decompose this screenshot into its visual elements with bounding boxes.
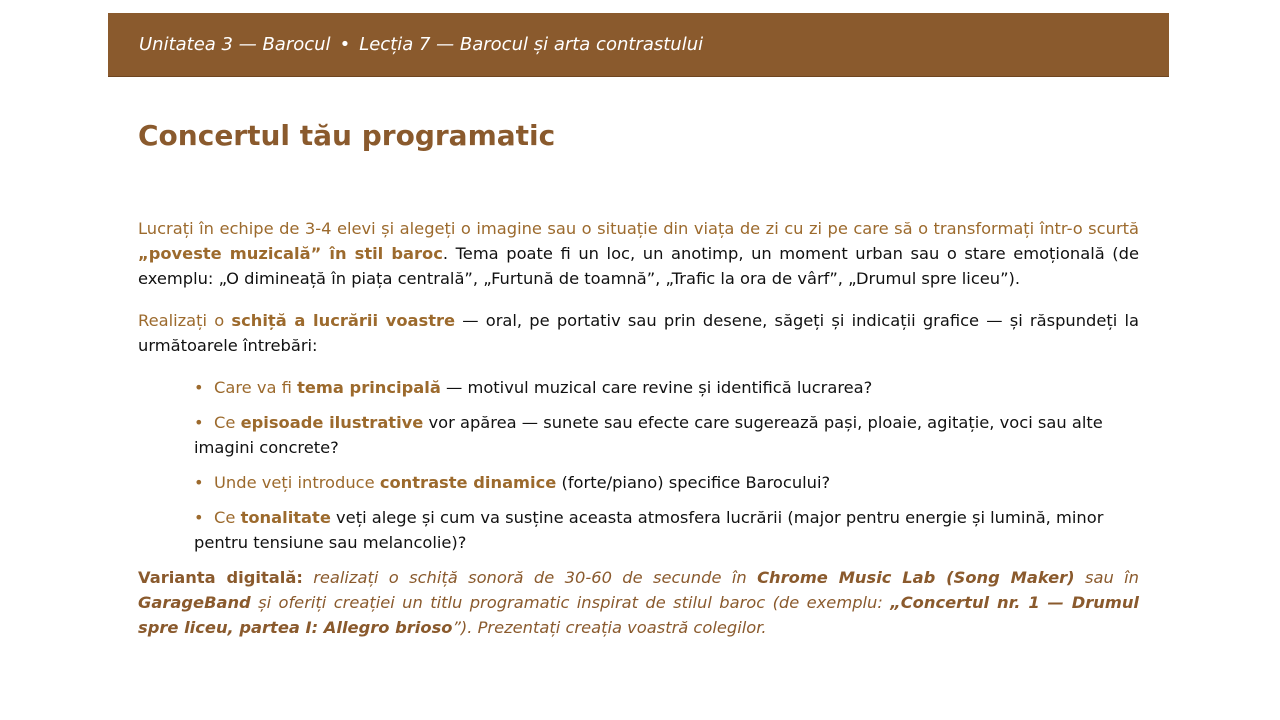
digital-text-1: realizați o schiță sonoră de 30-60 de secunde în xyxy=(302,568,758,587)
question-key-term: tonalitate xyxy=(240,508,331,527)
list-item xyxy=(194,410,1139,460)
question-key-term: episoade ilustrative xyxy=(240,413,424,432)
digital-variant-paragraph xyxy=(138,565,1139,640)
digital-variant-label: Varianta digitală: xyxy=(138,568,303,587)
intro-paragraph xyxy=(138,216,1139,291)
intro-paragraph-rest: . Tema poate fi un loc, un anotimp, un moment urban sau o stare emoțională (de exemplu: „O dimineață în piața centrală”, „Furtună de toamnă”, „Trafic la ora de vârf”, „Drumul spre liceu”). xyxy=(138,244,1139,288)
page-title: Concertul tău programatic xyxy=(138,119,556,152)
banner-separator: • xyxy=(339,34,351,55)
sketch-paragraph-lead: Realizați o xyxy=(138,311,232,330)
question-rest: — motivul muzical care revine și identifică lucrarea? xyxy=(440,378,873,397)
intro-paragraph-lead: Lucrați în echipe de 3-4 elevi și alegeți o imagine sau o situație din viața de zi cu zi pe care să o transformați într-o scurtă xyxy=(138,219,1139,238)
sketch-paragraph xyxy=(138,308,1139,358)
lesson-label: Lecția 7 — Barocul și arta contrastului xyxy=(359,34,704,55)
intro-paragraph-emphasis: „poveste muzicală” în stil baroc xyxy=(138,244,443,263)
digital-text-2: sau în xyxy=(1074,568,1139,587)
digital-text-4: ”). Prezentați creația voastră colegilor. xyxy=(452,618,767,637)
bullet-icon: • xyxy=(194,413,204,432)
unit-label: Unitatea 3 — Barocul xyxy=(139,34,331,55)
question-rest: veți alege și cum va susține aceasta atmosfera lucrării (major pentru energie și lumină, minor pentru tensiune sau melancolie)? xyxy=(194,508,1104,552)
question-rest: (forte/piano) specifice Barocului? xyxy=(556,473,831,492)
question-lead: Ce xyxy=(214,508,241,527)
digital-text-3: și oferiți creației un titlu programatic inspirat de stilul baroc (de exemplu: xyxy=(250,593,891,612)
question-rest: vor apărea — sunete sau efecte care sugerează pași, ploaie, agitație, voci sau alte imagini concrete? xyxy=(194,413,1103,457)
banner-text xyxy=(139,33,703,57)
list-item xyxy=(194,375,1139,400)
bullet-icon: • xyxy=(194,473,204,492)
question-key-term: contraste dinamice xyxy=(379,473,557,492)
main-content xyxy=(138,216,1139,640)
list-item xyxy=(194,505,1139,555)
question-lead: Care va fi xyxy=(214,378,298,397)
tool-chrome-music-lab: Chrome Music Lab (Song Maker) xyxy=(757,568,1075,587)
list-item xyxy=(194,470,1139,495)
question-lead: Ce xyxy=(214,413,241,432)
lesson-banner xyxy=(108,13,1169,77)
sketch-paragraph-emphasis: schiță a lucrării voastre xyxy=(231,311,456,330)
sketch-paragraph-rest: — oral, pe portativ sau prin desene, săgeți și indicații grafice — și răspundeți la următoarele întrebări: xyxy=(138,311,1139,355)
tool-garageband: GarageBand xyxy=(138,593,251,612)
bullet-icon: • xyxy=(194,378,204,397)
question-key-term: tema principală xyxy=(297,378,441,397)
question-lead: Unde veți introduce xyxy=(214,473,380,492)
question-list xyxy=(138,375,1139,555)
example-title: „Concertul nr. 1 — Drumul spre liceu, partea I: Allegro brioso xyxy=(138,593,1139,637)
bullet-icon: • xyxy=(194,508,204,527)
